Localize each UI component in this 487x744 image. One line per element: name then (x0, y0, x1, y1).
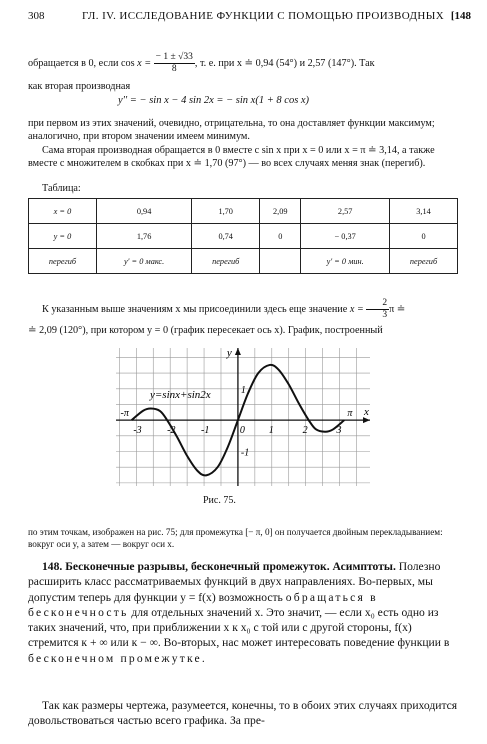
para4-text-a: К указанным выше значениям x мы присоединили здесь еще значение (42, 303, 350, 315)
section-148-text-b: для отдельных значений x. Это значит, — если x₀ есть одно из таких значений, что, при приближении x к x₀ с той или с другой стороны, f(x) стремится к + ∞ или к − ∞. Во-вторых, нас может интересовать поведение функции (28, 605, 444, 650)
page-number: 308 (28, 10, 45, 22)
x-axis-label: x (364, 406, 369, 419)
section-148-title: 148. Бесконечные разрывы, бесконечный промежуток. Асимптоты. (42, 560, 396, 573)
section-number: [148 (450, 10, 471, 22)
table-cell: перегиб (29, 249, 97, 274)
chapter-title: ГЛ. IV. ИССЛЕДОВАНИЕ ФУНКЦИИ С ПОМОЩЬЮ ПРОИЗВОДНЫХ (82, 10, 445, 22)
table-cell: перегиб (390, 249, 458, 274)
x-tick-label: 1 (268, 425, 274, 437)
table-cell: 1,76 (96, 224, 191, 249)
fraction-two-thirds (366, 298, 389, 321)
section-148-spaced-a: обращаться в бесконечность (28, 590, 378, 619)
section-148-spaced-b: в бесконечном промежутке (28, 636, 452, 665)
figure-caption: Рис. 75. (203, 495, 236, 506)
x-tick-label: 3 (336, 425, 342, 437)
paragraph-4 (28, 298, 458, 321)
grid (116, 348, 370, 486)
paragraph-1 (28, 52, 458, 75)
paragraph-2: при первом из этих значений, очевидно, отрицательна, то она доставляет функции максимум; аналогично, при втором значении имеем минимум. (28, 118, 435, 143)
function-graph (108, 342, 378, 492)
x-tick-label: 2 (302, 425, 308, 437)
para1-text-a: обращается в 0, если cos (28, 57, 138, 69)
table-cell: 0,94 (96, 199, 191, 224)
table-cell: x = 0 (29, 199, 97, 224)
table-cell (260, 249, 301, 274)
x-tick-label: -3 (133, 425, 142, 437)
table-cell: − 0,37 (301, 224, 390, 249)
table-cell: 1,70 (192, 199, 260, 224)
para1-text-b: , т. е. при x ≐ 0,94 (54°) и 2,57 (147°). Так (194, 57, 375, 69)
paragraph-6: Так как размеры чертежа, разумеется, конечны, то в обоих этих случаях приходится довольствоваться частью всего графика. За пре- (28, 699, 458, 728)
para4-text-b: π ≐ (389, 303, 406, 315)
pi-label: π (347, 408, 353, 420)
table-cell: 0 (260, 224, 301, 249)
y-tick-label: -1 (240, 447, 250, 459)
y-axis-arrow (235, 348, 241, 355)
para4-x-eq: x = (349, 303, 367, 315)
table-cell: y' = 0 мин. (301, 249, 390, 274)
section-148 (28, 559, 460, 666)
second-derivative-equation: y'' = − sin x − 4 sin 2x = − sin x(1 + 8 cos x) (118, 95, 310, 106)
table-row (29, 249, 458, 274)
running-header (28, 10, 471, 26)
paragraph-1-line2: как вторая производная (28, 81, 131, 92)
table-cell: 2,09 (260, 199, 301, 224)
x-tick-label: -1 (201, 425, 210, 437)
table-label: Таблица: (42, 183, 81, 194)
function-label: y=sinx+sin2x (150, 389, 211, 401)
section-148-text-c: . (201, 651, 205, 665)
values-table (28, 198, 458, 274)
x-tick-label: -2 (167, 425, 176, 437)
table-cell: 0 (390, 224, 458, 249)
y-axis-label: y (226, 347, 232, 359)
fraction-denominator: 8 (171, 64, 177, 74)
paragraph-5: по этим точкам, изображен на рис. 75; для промежутка [− π, 0] он получается двойным перекладыванием: вокруг оси y, а затем — вокруг оси x. (28, 527, 443, 549)
fraction-numerator: 2 (366, 298, 389, 310)
y-tick-label: 1 (240, 384, 246, 396)
paragraph-4-line2: ≐ 2,09 (120°), при котором y = 0 (график пересекает ось x). График, построенный (28, 325, 383, 336)
table-cell: 2,57 (301, 199, 390, 224)
paragraph-3: Сама вторая производная обращается в 0 вместе с sin x при x = 0 или x = π ≐ 3,14, а также вместе с множителем в скобках при x ≐ 1,70 (97°) — во всех случаях меняя знак (перегиб). (28, 145, 435, 170)
pi-label: -π (120, 408, 129, 420)
table-row (29, 199, 458, 224)
x-tick-label: 0 (239, 425, 245, 437)
table-cell: y = 0 (29, 224, 97, 249)
axes (116, 348, 370, 486)
table-cell: 3,14 (390, 199, 458, 224)
fraction-sqrt33 (154, 52, 195, 75)
table-cell: y' = 0 макс. (96, 249, 191, 274)
fraction-denominator: 3 (382, 310, 388, 320)
para1-x-eq: x = (137, 57, 154, 69)
table-row (29, 224, 458, 249)
fraction-numerator: − 1 ± √33 (155, 52, 193, 62)
table-cell: 0,74 (192, 224, 260, 249)
table-cell: перегиб (192, 249, 260, 274)
section-148-text-a: Полезно расширить класс рассматриваемых функций в двух направлениях. Во-первых, мы допустим теперь для функции y = f(x) возможность (28, 560, 441, 604)
